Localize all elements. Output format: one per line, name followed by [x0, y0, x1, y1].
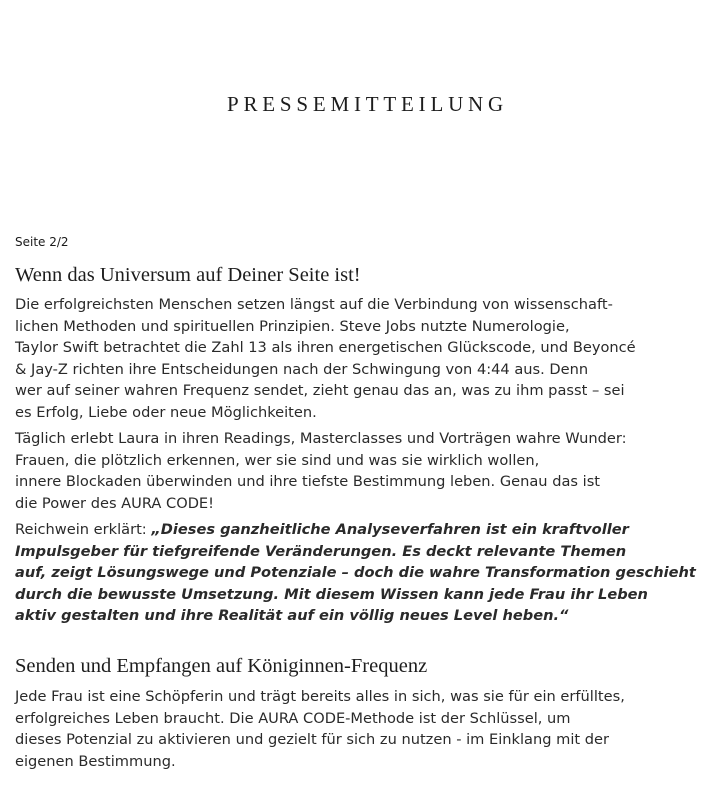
- paragraph-laura-readings: [15, 428, 705, 514]
- text-line: Jede Frau ist eine Schöpferin und trägt bereits alles in sich, was sie für ein erfülltes,: [15, 688, 625, 705]
- text-line: die Power des AURA CODE!: [15, 494, 215, 512]
- quote-first-line: [15, 519, 705, 541]
- text-line: lichen Methoden und spirituellen Prinzipien. Steve Jobs nutzte Numerologie,: [15, 317, 570, 335]
- quote-line: [15, 562, 705, 584]
- text-line: Taylor Swift betrachtet die Zahl 13 als ihren energetischen Glückscode, und Beyoncé: [15, 339, 636, 356]
- paragraph-successful-people: [15, 294, 705, 423]
- text-line: & Jay-Z richten ihre Entscheidungen nach der Schwingung von 4:44 aus. Denn: [15, 360, 589, 378]
- text-line: erfolgreiches Leben braucht. Die AURA CODE-Methode ist der Schlüssel, um: [15, 709, 571, 727]
- quote-text: Impulsgeber für tiefgreifende Veränderungen. Es deckt relevante Themen: [15, 542, 627, 560]
- page-indicator: Seite 2/2: [15, 235, 69, 249]
- text-line: dieses Potenzial zu aktivieren und gezielt für sich zu nutzen - im Einklang mit der: [15, 731, 610, 748]
- quote-text: „Dieses ganzheitliche Analyseverfahren ist ein kraftvoller: [151, 521, 629, 538]
- text-line: Die erfolgreichsten Menschen setzen längst auf die Verbindung von wissenschaft-: [15, 296, 613, 313]
- paragraph-creator: [15, 686, 705, 772]
- quote-text: auf, zeigt Lösungswege und Potenziale – doch die wahre Transformation geschieht: [15, 564, 696, 581]
- quote-line: [15, 541, 705, 563]
- text-line: eigenen Bestimmung.: [15, 752, 176, 770]
- quote-text: durch die bewusste Umsetzung. Mit diesem Wissen kann jede Frau ihr Leben: [15, 585, 648, 603]
- quote-lead: Reichwein erklärt:: [15, 521, 152, 538]
- text-line: wer auf seiner wahren Frequenz sendet, zieht genau das an, was zu ihm passt – sei: [15, 382, 625, 399]
- text-line: innere Blockaden überwinden und ihre tiefste Bestimmung leben. Genau das ist: [15, 473, 601, 490]
- paragraph-reichwein-quote: [15, 519, 705, 627]
- section-heading-universe: Wenn das Universum auf Deiner Seite ist!: [15, 264, 361, 286]
- quote-text: aktiv gestalten und ihre Realität auf ein völlig neues Level heben.“: [15, 607, 569, 624]
- text-line: es Erfolg, Liebe oder neue Möglichkeiten.: [15, 403, 317, 421]
- text-line: Frauen, die plötzlich erkennen, wer sie sind und was sie wirklich wollen,: [15, 451, 540, 469]
- quote-line: [15, 605, 705, 627]
- section-queen-frequency: [15, 655, 705, 777]
- quote-line: [15, 584, 705, 606]
- document-title: PRESSEMITTEILUNG: [227, 92, 508, 116]
- section-heading-queen-frequency: Senden und Empfangen auf Königinnen-Frequenz: [15, 655, 428, 677]
- text-line: Täglich erlebt Laura in ihren Readings, Masterclasses und Vorträgen wahre Wunder:: [15, 430, 627, 447]
- section-universe: [15, 264, 705, 632]
